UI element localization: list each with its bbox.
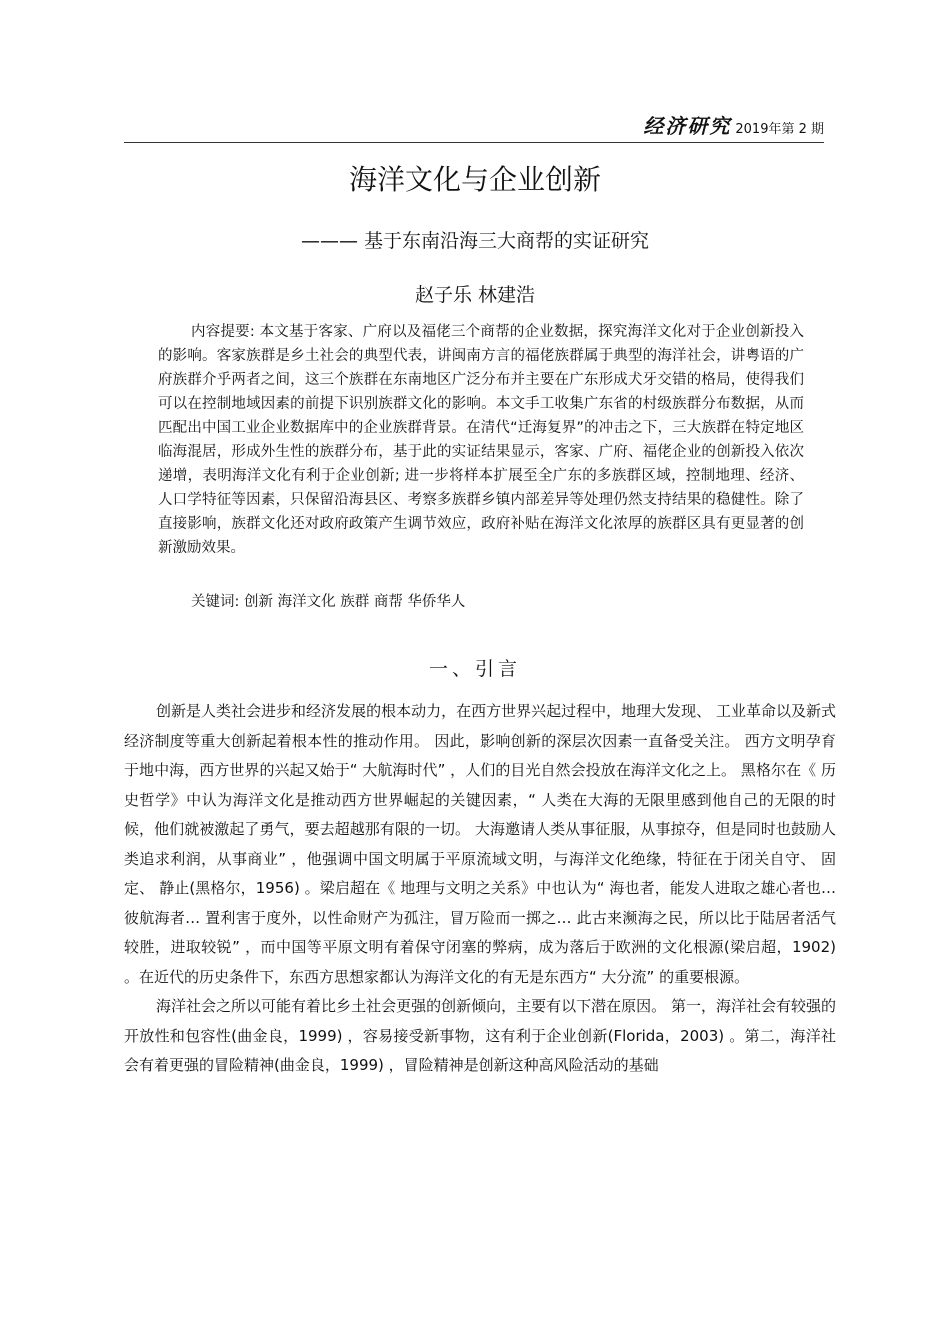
issue-label: 2019年第 2 期 <box>735 122 824 137</box>
body-text <box>124 697 836 1081</box>
running-header <box>124 112 824 143</box>
journal-logo: 经济研究 <box>643 114 732 138</box>
body-paragraph: 创新是人类社会进步和经济发展的根本动力，在西方世界兴起过程中，地理大发现、 工业革命以及新式经济制度等重大创新起着根本性的推动作用。 因此，影响创新的深层次因素一直备受关注。 西方文明孕育于地中海，西方世界的兴起又始于“ 大航海时代” ，人们的目光自然会投放在海洋文化之上。 黑格尔在《 历史哲学》中认为海洋文化是推动西方世界崛起的关键因素，“ 人类在大海的无限里感到他自己的无限的时候，他们就被激起了勇气，要去超越那有限的一切。 大海邀请人类从事征服，从事掠夺，但是同时也鼓励人类追求利润，从事商业” ，他强调中国文明属于平原流域文明，与海洋文化绝缘，特征在于闭关自守、 固定、 静止(黑格尔，1956) 。梁启超在《 地理与文明之关系》中也认为“ 海也者，能发人进取之雄心者也… 彼航海者… 置利害于度外，以性命财产为孤注，冒万险而一掷之… 此古来濒海之民，所以比于陆居者活气较胜，进取较锐” ，而中国等平原文明有着保守闭塞的弊病，成为落后于欧洲的文化根源(梁启超，1902) 。在近代的历史条件下，东西方思想家都认为海洋文化的有无是东西方“ 大分流” 的重要根源。 <box>124 702 836 986</box>
body-paragraph: 海洋社会之所以可能有着比乡土社会更强的创新倾向，主要有以下潜在原因。 第一，海洋社会有较强的开放性和包容性(曲金良，1999) ，容易接受新事物，这有利于企业创新(Florida，2003) 。第二，海洋社会有着更强的冒险精神(曲金良，1999) ，冒险精神是创新这种高风险活动的基础 <box>124 997 836 1074</box>
article-authors: 赵子乐 林建浩 <box>414 284 536 306</box>
header-journal-info <box>643 114 824 138</box>
abstract: 内容提要: 本文基于客家、广府以及福佬三个商帮的企业数据，探究海洋文化对于企业创新投入的影响。客家族群是乡土社会的典型代表，讲闽南方言的福佬族群属于典型的海洋社会，讲粤语的广府族群介乎两者之间，这三个族群在东南地区广泛分布并主要在广东形成犬牙交错的格局，使得我们可以在控制地域因素的前提下识别族群文化的影响。本文手工收集广东省的村级族群分布数据，从而匹配出中国工业企业数据库中的企业族群背景。在清代“迁海复界”的冲击之下，三大族群在特定地区临海混居，形成外生性的族群分布，基于此的实证结果显示，客家、广府、福佬企业的创新投入依次递增，表明海洋文化有利于企业创新; 进一步将样本扩展至全广东的多族群区域，控制地理、经济、人口学特征等因素，只保留沿海县区、考察多族群乡镇内部差异等处理仍然支持结果的稳健性。除了直接影响，族群文化还对政府政策产生调节效应，政府补贴在海洋文化浓厚的族群区具有更显著的创新激励效果。 <box>158 324 804 556</box>
article-title: 海洋文化与企业创新 <box>348 163 601 196</box>
article-subtitle: ——— 基于东南沿海三大商帮的实证研究 <box>300 230 650 252</box>
section-heading: 一、引言 <box>428 658 521 680</box>
keywords: 关键词: 创新 海洋文化 族群 商帮 华侨华人 <box>191 594 466 610</box>
